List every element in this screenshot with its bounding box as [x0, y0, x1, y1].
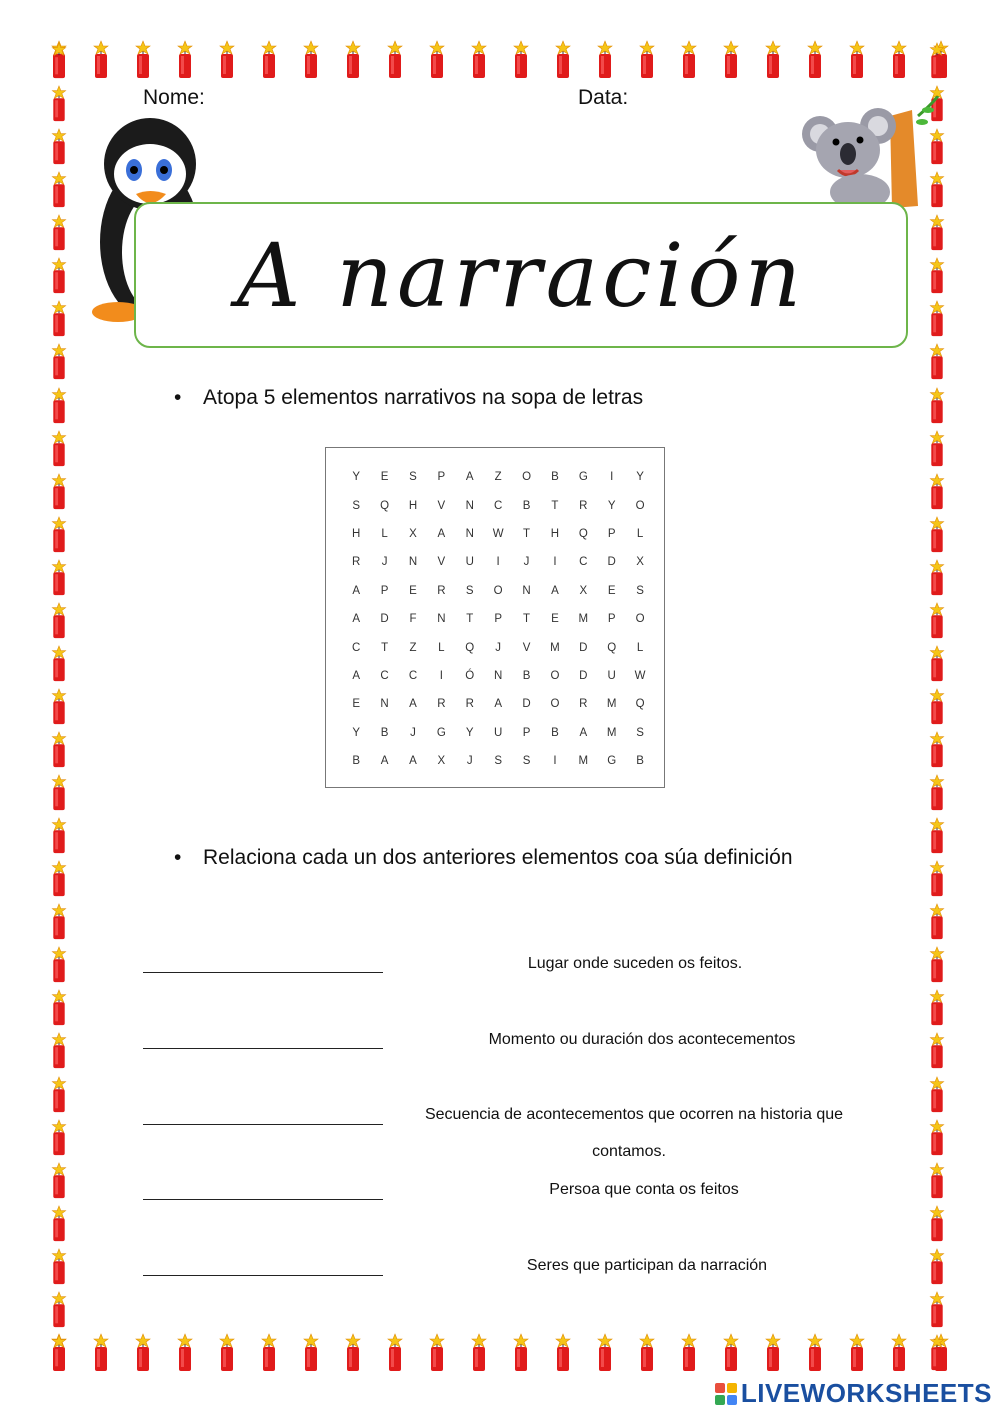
- candle-icon: [636, 1333, 658, 1373]
- candle-icon: [48, 774, 70, 812]
- word-search-letter[interactable]: V: [522, 641, 531, 654]
- word-search-letter[interactable]: P: [522, 726, 531, 739]
- candle-icon: [926, 343, 948, 381]
- candle-icon: [678, 40, 700, 80]
- candle-icon: [926, 774, 948, 812]
- word-search-letter[interactable]: X: [636, 556, 644, 569]
- word-search-letter[interactable]: A: [437, 527, 446, 540]
- instruction-text: Atopa 5 elementos narrativos na sopa de letras: [203, 386, 644, 409]
- candle-icon: [846, 40, 868, 80]
- border-left: [48, 42, 74, 1372]
- candle-icon: [926, 516, 948, 554]
- word-search-letter[interactable]: N: [380, 698, 389, 711]
- candle-icon: [48, 946, 70, 984]
- candle-icon: [926, 602, 948, 640]
- candle-icon: [926, 1334, 948, 1372]
- word-search-letter[interactable]: A: [465, 471, 474, 484]
- candle-icon: [48, 1205, 70, 1243]
- word-search-letter[interactable]: S: [494, 755, 502, 768]
- word-search-letter[interactable]: C: [352, 641, 361, 654]
- candle-icon: [636, 40, 658, 80]
- word-search-letter[interactable]: S: [636, 726, 644, 739]
- word-search-letter[interactable]: Q: [635, 698, 645, 711]
- word-search-letter[interactable]: J: [466, 755, 473, 768]
- candle-icon: [926, 989, 948, 1027]
- candle-icon: [720, 40, 742, 80]
- candle-icon: [926, 430, 948, 468]
- word-search-letter[interactable]: F: [409, 613, 417, 626]
- definition-2: Momento ou duración dos acontecementos: [488, 1031, 796, 1048]
- word-search-letter[interactable]: X: [579, 584, 588, 597]
- word-search-letter[interactable]: L: [636, 641, 644, 654]
- word-search-letter[interactable]: C: [493, 499, 503, 512]
- word-search-letter[interactable]: S: [522, 755, 531, 768]
- definition-5: Seres que participan da narración: [526, 1257, 768, 1274]
- word-search-letter[interactable]: O: [493, 584, 503, 597]
- candle-icon: [48, 860, 70, 898]
- candle-icon: [48, 42, 70, 80]
- word-search-letter[interactable]: T: [523, 613, 531, 626]
- word-search-letter[interactable]: U: [493, 726, 503, 739]
- candle-icon: [216, 40, 238, 80]
- candle-icon: [926, 473, 948, 511]
- candle-icon: [926, 1119, 948, 1157]
- candle-icon: [48, 903, 70, 941]
- candle-icon: [552, 1333, 574, 1373]
- border-bottom: [48, 1333, 952, 1377]
- page-title: A narración: [236, 223, 806, 327]
- candle-icon: [258, 1333, 280, 1373]
- word-search-letter[interactable]: L: [636, 527, 644, 540]
- candle-icon: [48, 731, 70, 769]
- candle-icon: [48, 300, 70, 338]
- word-search-letter[interactable]: C: [579, 556, 588, 569]
- answer-line-2[interactable]: [143, 1048, 383, 1049]
- candle-icon: [926, 817, 948, 855]
- word-search-letter[interactable]: X: [409, 527, 417, 540]
- candle-icon: [90, 1333, 112, 1373]
- word-search-letter[interactable]: Y: [352, 726, 361, 739]
- word-search-letter[interactable]: M: [578, 613, 589, 626]
- candle-icon: [846, 1333, 868, 1373]
- name-label: Nome:: [143, 86, 205, 109]
- instruction-1: [174, 383, 823, 413]
- instruction-2: [174, 843, 823, 873]
- word-search-letter[interactable]: P: [494, 613, 502, 626]
- word-search-letter[interactable]: R: [579, 499, 588, 512]
- word-search-letter[interactable]: E: [352, 698, 361, 711]
- word-search-letter[interactable]: B: [551, 471, 559, 484]
- candle-icon: [48, 214, 70, 252]
- word-search-letter[interactable]: B: [352, 755, 361, 768]
- word-search-letter[interactable]: O: [522, 471, 532, 484]
- word-search-letter[interactable]: I: [496, 556, 500, 569]
- word-search-letter[interactable]: W: [492, 527, 504, 540]
- candle-icon: [48, 516, 70, 554]
- candle-icon: [926, 300, 948, 338]
- word-search-letter[interactable]: A: [409, 698, 417, 711]
- word-search-letter[interactable]: P: [607, 613, 616, 626]
- candle-icon: [926, 1076, 948, 1114]
- candle-icon: [594, 40, 616, 80]
- word-search-letter[interactable]: Q: [578, 527, 588, 540]
- definition-4: Persoa que conta os feitos: [549, 1181, 739, 1198]
- word-search-letter[interactable]: A: [352, 584, 361, 597]
- word-search-letter[interactable]: Y: [465, 726, 474, 739]
- candle-icon: [258, 40, 280, 80]
- word-search-letter[interactable]: N: [408, 556, 418, 569]
- candle-icon: [48, 343, 70, 381]
- word-search-letter[interactable]: O: [635, 499, 645, 512]
- word-search-letter[interactable]: P: [380, 584, 389, 597]
- date-label: Data:: [578, 86, 629, 109]
- word-search-letter[interactable]: W: [634, 669, 646, 682]
- word-search-letter[interactable]: Q: [607, 641, 617, 654]
- candle-icon: [384, 1333, 406, 1373]
- word-search-letter[interactable]: D: [579, 641, 588, 654]
- candle-icon: [678, 1333, 700, 1373]
- word-search-letter[interactable]: L: [438, 641, 445, 654]
- word-search-letter[interactable]: U: [607, 669, 616, 682]
- word-search-letter[interactable]: D: [522, 698, 531, 711]
- word-search-letter[interactable]: A: [551, 584, 559, 597]
- candle-icon: [384, 40, 406, 80]
- word-search-letter[interactable]: A: [352, 613, 361, 626]
- word-search-letter[interactable]: B: [636, 755, 644, 768]
- word-search-grid: [342, 463, 654, 775]
- word-search-letter[interactable]: I: [553, 556, 557, 569]
- word-search-letter[interactable]: Z: [409, 641, 417, 654]
- definition-1: Lugar onde suceden os feitos.: [527, 955, 743, 972]
- word-search-letter[interactable]: C: [380, 669, 389, 682]
- word-search-letter[interactable]: Y: [607, 499, 616, 512]
- candle-icon: [804, 1333, 826, 1373]
- candle-icon: [48, 1119, 70, 1157]
- candle-icon: [48, 1248, 70, 1286]
- candle-icon: [300, 1333, 322, 1373]
- candle-icon: [90, 40, 112, 80]
- word-search-letter[interactable]: A: [579, 726, 588, 739]
- word-search-letter[interactable]: S: [352, 499, 361, 512]
- word-search-letter[interactable]: V: [437, 499, 446, 512]
- bullet-icon: •: [174, 846, 182, 869]
- candle-icon: [342, 40, 364, 80]
- word-search-letter[interactable]: D: [607, 556, 616, 569]
- word-search-letter[interactable]: Q: [380, 499, 390, 512]
- word-search-letter[interactable]: I: [553, 755, 557, 768]
- candle-icon: [926, 257, 948, 295]
- word-search-letter[interactable]: R: [437, 584, 446, 597]
- word-search-letter[interactable]: L: [381, 527, 388, 540]
- candle-icon: [926, 731, 948, 769]
- word-search-letter[interactable]: Y: [352, 471, 361, 484]
- candle-icon: [48, 1162, 70, 1200]
- candle-icon: [48, 85, 70, 123]
- word-search-letter[interactable]: D: [579, 669, 588, 682]
- word-search-letter[interactable]: A: [409, 755, 417, 768]
- candle-icon: [926, 559, 948, 597]
- candle-icon: [48, 1032, 70, 1070]
- candle-icon: [48, 430, 70, 468]
- word-search-letter[interactable]: D: [380, 613, 389, 626]
- candle-icon: [48, 1076, 70, 1114]
- candle-icon: [132, 40, 154, 80]
- candle-icon: [48, 387, 70, 425]
- liveworksheets-logo[interactable]: [715, 1378, 992, 1409]
- candle-icon: [762, 40, 784, 80]
- candle-icon: [48, 602, 70, 640]
- candle-icon: [720, 1333, 742, 1373]
- candle-icon: [48, 257, 70, 295]
- candle-icon: [48, 559, 70, 597]
- word-search-letter[interactable]: E: [607, 584, 616, 597]
- word-search-letter[interactable]: H: [352, 527, 361, 540]
- word-search-letter[interactable]: J: [495, 641, 502, 654]
- candle-icon: [762, 1333, 784, 1373]
- word-search-letter[interactable]: N: [493, 669, 503, 682]
- word-search-letter[interactable]: B: [551, 726, 559, 739]
- word-search-letter[interactable]: E: [409, 584, 417, 597]
- word-search-letter[interactable]: X: [437, 755, 446, 768]
- answer-line-4[interactable]: [143, 1199, 383, 1200]
- candle-icon: [926, 214, 948, 252]
- word-search-letter[interactable]: P: [437, 471, 446, 484]
- brand-text: LIVEWORKSHEETS: [740, 1378, 992, 1408]
- candle-icon: [888, 40, 910, 80]
- word-search-letter[interactable]: Y: [636, 471, 644, 484]
- word-search-letter[interactable]: R: [465, 698, 474, 711]
- word-search-letter[interactable]: N: [465, 527, 474, 540]
- word-search-letter[interactable]: T: [551, 499, 559, 512]
- definition-3-cont: contamos.: [592, 1143, 666, 1160]
- candle-icon: [48, 989, 70, 1027]
- definition-3: Secuencia de acontecementos que ocorren na historia que: [424, 1106, 844, 1123]
- word-search-letter[interactable]: I: [439, 669, 443, 682]
- word-search-letter[interactable]: Q: [465, 641, 475, 654]
- word-search-letter[interactable]: A: [352, 669, 361, 682]
- word-search-letter[interactable]: S: [409, 471, 417, 484]
- word-search-letter[interactable]: J: [523, 556, 530, 569]
- word-search-letter[interactable]: O: [635, 613, 645, 626]
- word-search-letter[interactable]: R: [352, 556, 361, 569]
- border-right: [926, 42, 952, 1372]
- word-search-letter[interactable]: N: [465, 499, 474, 512]
- candle-icon: [926, 1291, 948, 1329]
- word-search-letter[interactable]: G: [607, 755, 617, 768]
- word-search-letter[interactable]: H: [550, 527, 560, 540]
- word-search-letter[interactable]: C: [408, 669, 418, 682]
- word-search-letter[interactable]: G: [436, 726, 446, 739]
- candle-icon: [552, 40, 574, 80]
- word-search-letter[interactable]: V: [437, 556, 446, 569]
- candle-icon: [426, 1333, 448, 1373]
- candle-icon: [174, 1333, 196, 1373]
- candle-icon: [804, 40, 826, 80]
- word-search-letter[interactable]: T: [381, 641, 389, 654]
- logo-icon: [715, 1383, 737, 1405]
- word-search-letter[interactable]: O: [550, 669, 560, 682]
- word-search-letter[interactable]: J: [410, 726, 416, 739]
- candle-icon: [132, 1333, 154, 1373]
- word-search-letter[interactable]: J: [381, 556, 388, 569]
- word-search-letter[interactable]: Z: [494, 471, 502, 484]
- word-search-letter[interactable]: H: [408, 499, 418, 512]
- word-search: [325, 447, 665, 788]
- word-search-letter[interactable]: M: [550, 641, 560, 654]
- word-search-letter[interactable]: O: [550, 698, 560, 711]
- candle-icon: [468, 40, 490, 80]
- word-search-letter[interactable]: M: [578, 755, 589, 768]
- word-search-letter[interactable]: E: [551, 613, 559, 626]
- word-search-letter[interactable]: R: [579, 698, 588, 711]
- candle-icon: [48, 645, 70, 683]
- candle-icon: [468, 1333, 490, 1373]
- candle-icon: [48, 1334, 70, 1372]
- candle-icon: [48, 817, 70, 855]
- candle-icon: [926, 903, 948, 941]
- candle-icon: [926, 387, 948, 425]
- word-search-letter[interactable]: B: [522, 499, 531, 512]
- word-search-letter[interactable]: G: [578, 471, 588, 484]
- word-search-letter[interactable]: E: [380, 471, 389, 484]
- candle-icon: [48, 128, 70, 166]
- candle-icon: [174, 40, 196, 80]
- word-search-letter[interactable]: B: [380, 726, 389, 739]
- candle-icon: [594, 1333, 616, 1373]
- candle-icon: [926, 688, 948, 726]
- candle-icon: [48, 688, 70, 726]
- candle-icon: [926, 860, 948, 898]
- candle-icon: [426, 40, 448, 80]
- word-search-letter[interactable]: T: [466, 613, 474, 626]
- candle-icon: [48, 473, 70, 511]
- word-search-letter[interactable]: P: [607, 527, 616, 540]
- candle-icon: [926, 1032, 948, 1070]
- candle-icon: [926, 946, 948, 984]
- word-search-letter[interactable]: Ó: [465, 669, 475, 682]
- word-search-letter[interactable]: S: [636, 584, 644, 597]
- word-search-letter[interactable]: R: [437, 698, 446, 711]
- candle-icon: [342, 1333, 364, 1373]
- word-search-letter[interactable]: B: [522, 669, 531, 682]
- candle-icon: [926, 645, 948, 683]
- word-search-letter[interactable]: I: [610, 471, 614, 484]
- word-search-letter[interactable]: N: [522, 584, 531, 597]
- word-search-letter[interactable]: U: [465, 556, 474, 569]
- bullet-icon: •: [174, 386, 182, 409]
- koala-illustration: [800, 96, 940, 211]
- word-search-letter[interactable]: T: [523, 527, 531, 540]
- candle-icon: [926, 42, 948, 80]
- answer-line-5[interactable]: [143, 1275, 383, 1276]
- word-search-letter[interactable]: M: [606, 698, 617, 711]
- candle-icon: [926, 1162, 948, 1200]
- candle-icon: [216, 1333, 238, 1373]
- word-search-letter[interactable]: S: [465, 584, 474, 597]
- candle-icon: [300, 40, 322, 80]
- border-top: [48, 40, 952, 84]
- answer-line-3[interactable]: [143, 1124, 383, 1125]
- instruction-text: Relaciona cada un dos anteriores elementos coa súa definición: [203, 846, 793, 869]
- candle-icon: [888, 1333, 910, 1373]
- candle-icon: [510, 40, 532, 80]
- word-search-letter[interactable]: A: [494, 698, 502, 711]
- candle-icon: [48, 171, 70, 209]
- title-box: [134, 202, 908, 348]
- word-search-letter[interactable]: N: [437, 613, 446, 626]
- candle-icon: [48, 1291, 70, 1329]
- candle-icon: [926, 1248, 948, 1286]
- word-search-letter[interactable]: A: [380, 755, 389, 768]
- answer-line-1[interactable]: [143, 972, 383, 973]
- candle-icon: [510, 1333, 532, 1373]
- word-search-letter[interactable]: M: [606, 726, 617, 739]
- candle-icon: [926, 1205, 948, 1243]
